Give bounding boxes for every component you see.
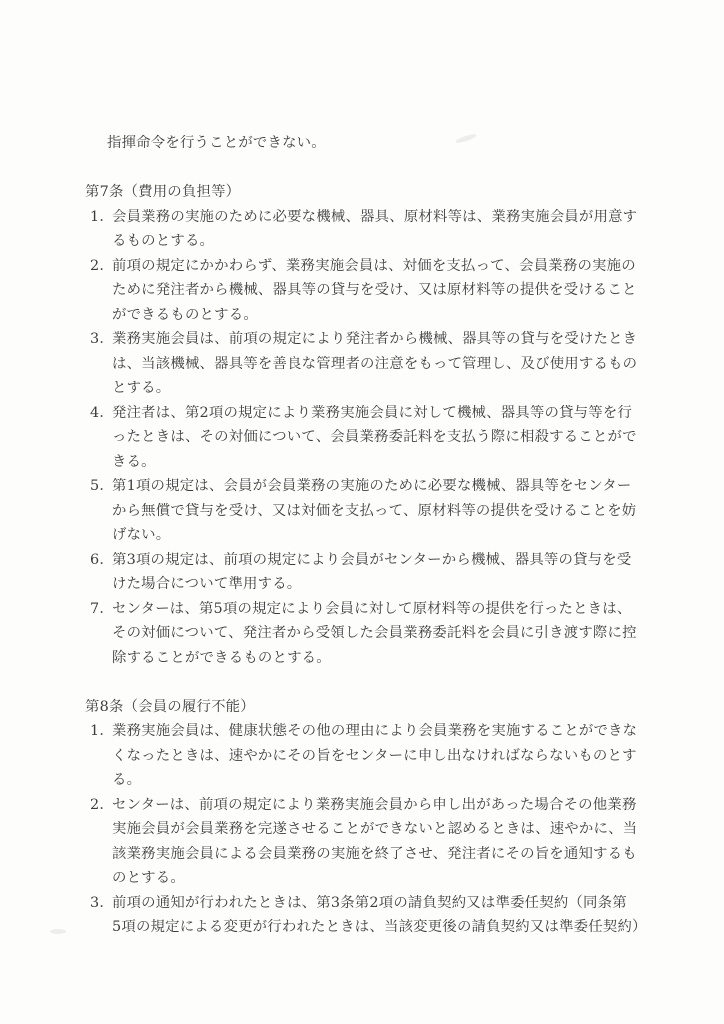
item-line: 第3項の規定は、前項の規定により会員がセンターから機械、器具等の貸与を受	[112, 551, 632, 568]
item-line: 該業務実施会員による会員業務の実施を終了させ、発注者にその旨を通知するも	[112, 845, 637, 862]
item-line: から無償で貸与を受け、又は対価を支払って、原材料等の提供を受けることを妨	[112, 502, 637, 519]
item-number: 1．	[90, 723, 114, 739]
item-line: 前項の通知が行われたときは、第3条第2項の請負契約又は準委任契約（同条第	[112, 894, 627, 911]
article-7-section	[0, 180, 724, 670]
item-number: 3．	[90, 894, 114, 911]
item-line: 業務実施会員は、前項の規定により発注者から機械、器具等の貸与を受けたとき	[112, 331, 638, 347]
item-line: るものとする。	[112, 233, 215, 249]
item-line: げない。	[112, 527, 171, 543]
item-number: 1．	[90, 208, 114, 225]
clause-item-7-1	[90, 205, 644, 254]
clause-item-7-5	[90, 474, 644, 548]
clause-item-8-3	[90, 891, 647, 940]
clause-item-8-2	[90, 793, 644, 891]
item-line: のとする。	[112, 870, 185, 886]
item-line: 5項の規定による変更が行われたときは、当該変更後の請負契約又は準委任契約）	[112, 919, 647, 935]
item-line: 会員業務の実施のために必要な機械、器具、原材料等は、業務実施会員が用意す	[112, 208, 638, 225]
item-line: 第1項の規定は、会員が会員業務の実施のために必要な機械、器具等をセンター	[112, 478, 632, 494]
carryover-line: 指揮命令を行うことができない。	[107, 135, 326, 151]
clause-item-7-2	[90, 254, 644, 328]
item-number: 4．	[90, 404, 114, 421]
item-line: その対価について、発注者から受領した会員業務委託料を会員に引き渡す際に控	[112, 625, 637, 641]
item-line: とする。	[112, 380, 171, 396]
item-number: 6．	[90, 551, 114, 568]
clause-item-7-6	[90, 548, 644, 597]
item-line: けた場合について準用する。	[112, 576, 302, 592]
item-line: きる。	[112, 453, 156, 470]
item-number: 5．	[90, 478, 114, 494]
clause-item-8-1	[90, 719, 644, 793]
item-line: 発注者は、第2項の規定により業務実施会員に対して機械、器具等の貸与等を行	[112, 404, 633, 421]
item-line: ったときは、その対価について、会員業務委託料を支払う際に相殺することがで	[112, 429, 637, 445]
item-line: ができるものとする。	[112, 306, 258, 323]
item-number: 2．	[90, 257, 114, 274]
item-number: 2．	[90, 796, 114, 813]
item-line: 除することができるものとする。	[112, 649, 331, 666]
item-line: 前項の規定にかかわらず、業務実施会員は、対価を支払って、会員業務の実施の	[112, 257, 636, 274]
item-line: 実施会員が会員業務を完遂させることができないと認めるときは、速やかに、当	[112, 821, 638, 837]
clause-item-7-7	[90, 597, 644, 671]
clause-item-7-3	[90, 327, 644, 401]
item-number: 3．	[90, 331, 114, 347]
item-line: センターは、第5項の規定により会員に対して原材料等の提供を行ったときは、	[112, 600, 632, 617]
item-line: は、当該機械、器具等を善良な管理者の注意をもって管理し、及び使用するもの	[112, 355, 638, 372]
item-line: 業務実施会員は、健康状態その他の理由により会員業務を実施することができな	[112, 723, 638, 739]
article-8-heading: 第8条（会員の履行不能）	[85, 698, 255, 715]
article-7-heading: 第7条（費用の負担等）	[85, 184, 241, 200]
item-number: 7．	[90, 600, 114, 617]
item-line: センターは、前項の規定により業務実施会員から申し出があった場合その他業務	[112, 796, 637, 813]
item-line: る。	[112, 772, 142, 788]
clause-item-7-4	[90, 401, 644, 475]
item-line: ために発注者から機械、器具等の貸与を受け、又は原材料等の提供を受けること	[112, 282, 637, 298]
article-8-section	[0, 695, 724, 940]
item-line: くなったときは、速やかにその旨をセンターに申し出なければならないものとす	[112, 747, 637, 764]
